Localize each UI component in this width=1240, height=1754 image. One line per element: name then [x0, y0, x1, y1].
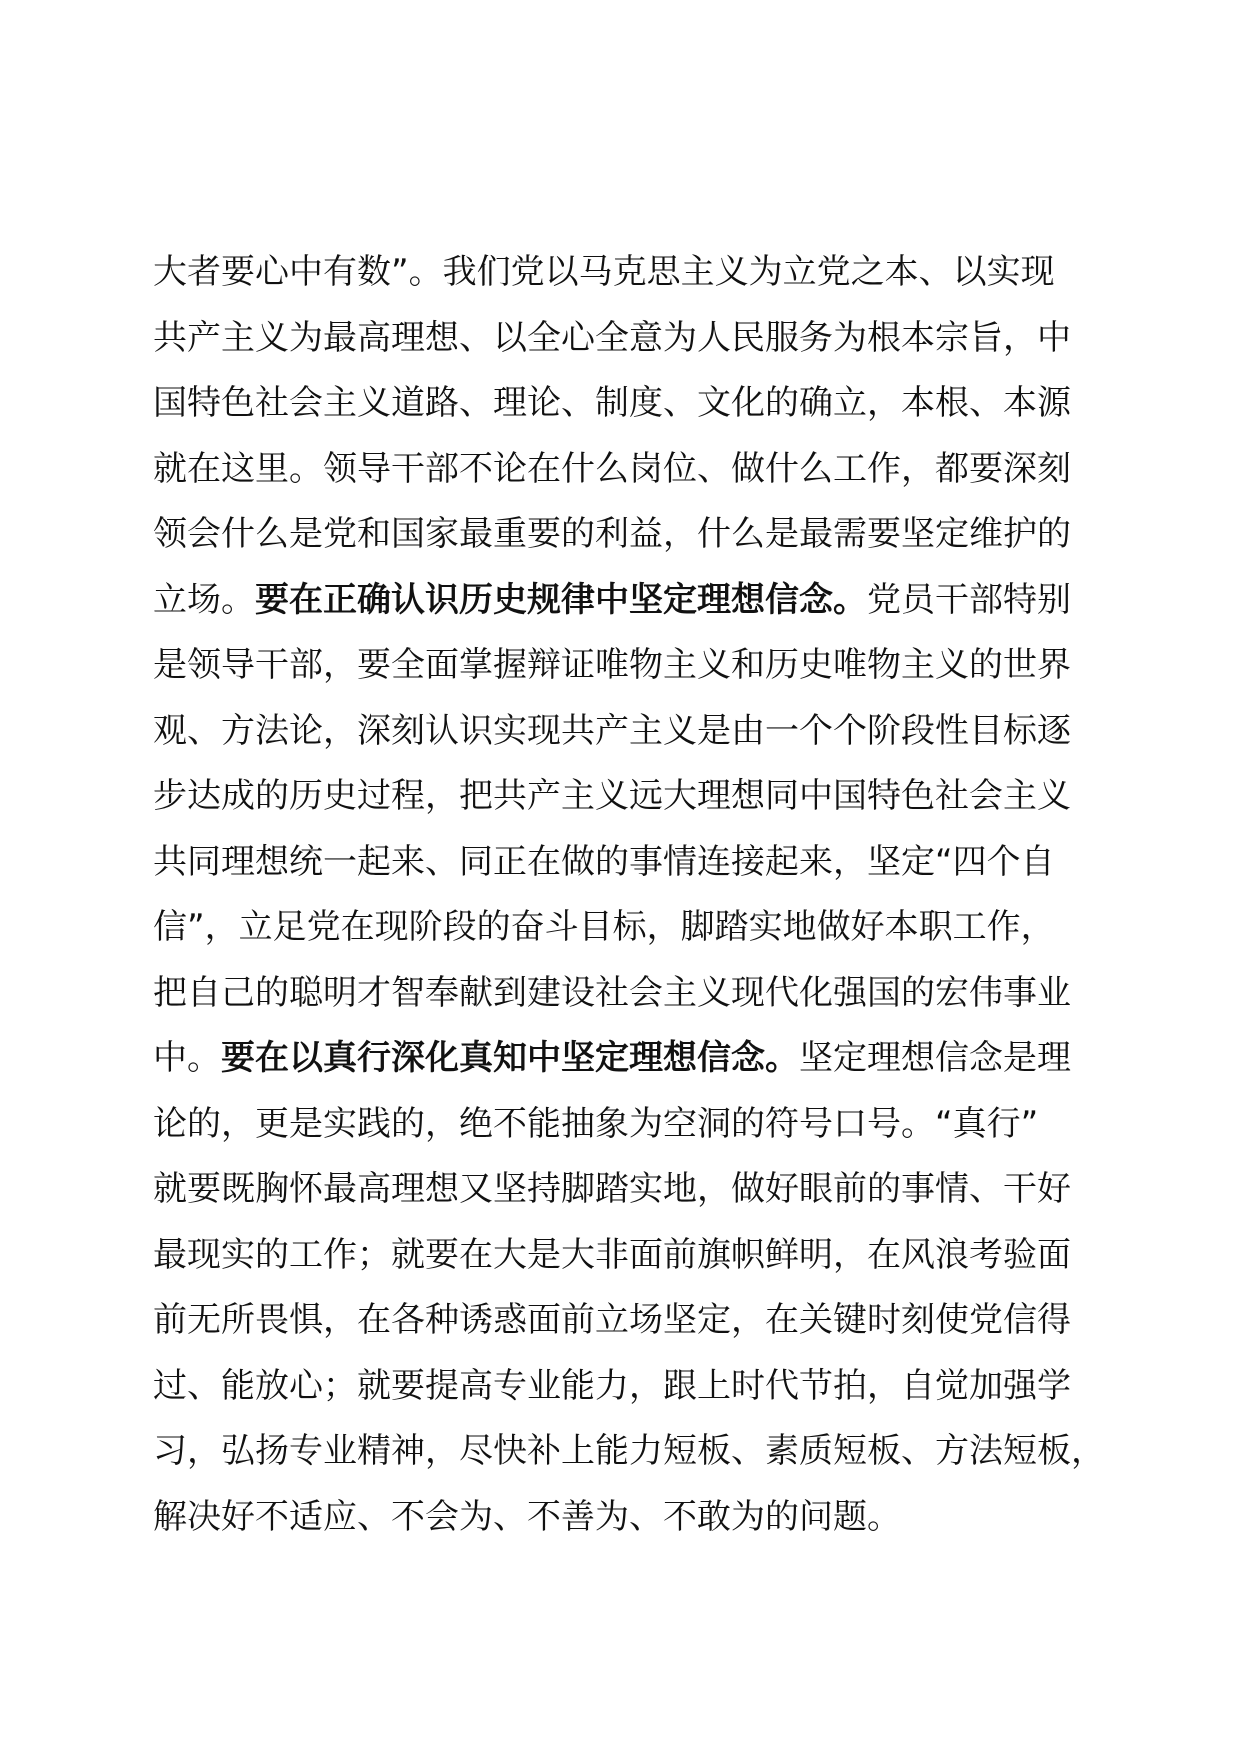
- text-run: 就要既胸怀最高理想又坚持脚踏实地，做好眼前的事情、干好: [153, 1169, 1071, 1209]
- text-line: [153, 1288, 1113, 1354]
- text-run: 习，弘扬专业精神，尽快补上能力短板、素质短板、方法短板，: [153, 1431, 1105, 1471]
- bold-text-run: 要在正确认识历史规律中坚定理想信念。: [255, 579, 867, 620]
- text-run: 共同理想统一起来、同正在做的事情连接起来，坚定“四个自: [153, 841, 1055, 882]
- bold-text-run: 要在以真行深化真知中坚定理想信念。: [221, 1038, 799, 1078]
- text-line: [153, 1223, 1113, 1289]
- text-run: 观、方法论，深刻认识实现共产主义是由一个个阶段性目标逐: [153, 710, 1071, 751]
- text-line: [153, 830, 1113, 896]
- text-run: 国特色社会主义道路、理论、制度、文化的确立，本根、本源: [153, 383, 1071, 423]
- text-line: [153, 895, 1113, 961]
- text-line: [153, 1092, 1113, 1158]
- text-line: [153, 1157, 1113, 1223]
- text-line: [153, 306, 1113, 372]
- text-run: 大者要心中有数”。我们党以马克思主义为立党之本、以实现: [153, 252, 1055, 292]
- text-run: 党员干部特别: [867, 579, 1071, 620]
- text-run: 步达成的历史过程，把共产主义远大理想同中国特色社会主义: [153, 776, 1071, 816]
- text-run: 最现实的工作；就要在大是大非面前旗帜鲜明，在风浪考验面: [153, 1234, 1071, 1275]
- document-body: [153, 240, 1113, 1550]
- text-line: [153, 502, 1113, 568]
- text-run: 解决好不适应、不会为、不善为、不敢为的问题。: [153, 1496, 901, 1537]
- text-line: [153, 764, 1113, 830]
- text-line: [153, 1354, 1113, 1420]
- text-run: 过、能放心；就要提高专业能力，跟上时代节拍，自觉加强学: [153, 1365, 1071, 1406]
- text-run: 坚定理想信念是理: [799, 1038, 1071, 1078]
- text-run: 领会什么是党和国家最重要的利益，什么是最需要坚定维护的: [153, 514, 1071, 554]
- text-line: [153, 633, 1113, 699]
- text-run: 把自己的聪明才智奉献到建设社会主义现代化强国的宏伟事业: [153, 972, 1071, 1013]
- text-line: [153, 1419, 1113, 1485]
- text-run: 信”，立足党在现阶段的奋斗目标，脚踏实地做好本职工作，: [153, 907, 1055, 947]
- text-run: 立场。: [153, 579, 255, 620]
- text-line: [153, 699, 1113, 765]
- text-line: [153, 1026, 1113, 1092]
- text-run: 论的，更是实践的，绝不能抽象为空洞的符号口号。“真行”: [153, 1103, 1039, 1144]
- text-line: [153, 961, 1113, 1027]
- text-line: [153, 240, 1113, 306]
- text-run: 是领导干部，要全面掌握辩证唯物主义和历史唯物主义的世界: [153, 645, 1071, 685]
- text-run: 前无所畏惧，在各种诱惑面前立场坚定，在关键时刻使党信得: [153, 1300, 1071, 1340]
- text-run: 就在这里。领导干部不论在什么岗位、做什么工作，都要深刻: [153, 448, 1071, 489]
- text-line: [153, 437, 1113, 503]
- text-line: [153, 371, 1113, 437]
- text-run: 中。: [153, 1038, 221, 1078]
- text-run: 共产主义为最高理想、以全心全意为人民服务为根本宗旨，中: [153, 317, 1071, 358]
- text-line: [153, 568, 1113, 634]
- text-line: [153, 1485, 1113, 1551]
